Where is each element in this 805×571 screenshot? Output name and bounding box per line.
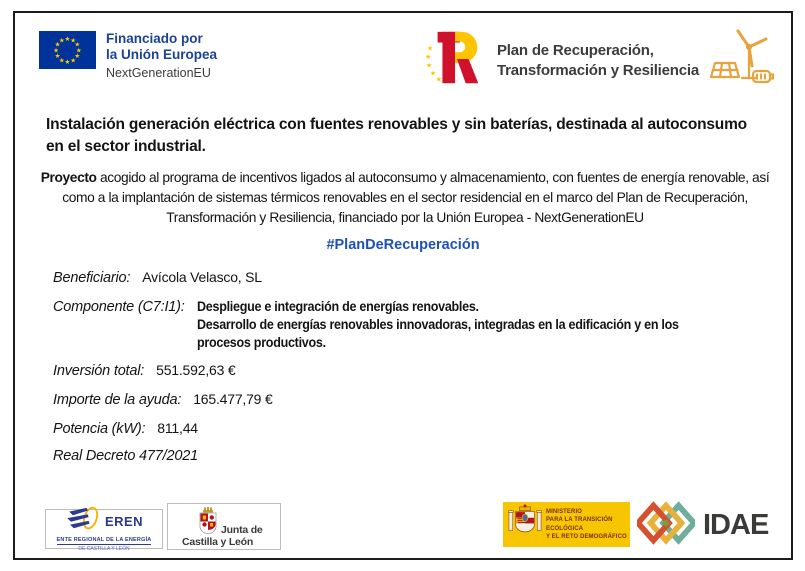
prtr-logo-icon: [425, 27, 487, 94]
svg-text:★: ★: [426, 45, 434, 53]
ministerio-line3: Y EL RETO DEMOGRÁFICO: [546, 533, 627, 540]
svg-text:★: ★: [425, 53, 432, 61]
svg-text:★: ★: [58, 57, 65, 65]
eren-logo-box: [45, 509, 163, 552]
project-lead-word: Proyecto: [40, 170, 97, 185]
beneficiario-value: Avícola Velasco, SL: [142, 269, 262, 285]
componente-value-line1: Despliegue e integración de energías renovables.: [196, 299, 479, 314]
ministerio-coat-of-arms-icon: [508, 504, 542, 545]
project-description: [35, 168, 775, 228]
importe-value: 165.477,79 €: [193, 390, 273, 407]
ministerio-line2: PARA LA TRANSICIÓN ECOLÓGICA: [546, 517, 613, 532]
field-row-decreto: [53, 448, 777, 464]
eu-program-label: NextGenerationEU: [106, 66, 211, 81]
svg-text:★: ★: [74, 53, 81, 61]
svg-text:★: ★: [425, 62, 433, 70]
inversion-value: 551.592,63 €: [156, 361, 236, 378]
idae-logo-box: [637, 499, 797, 551]
idae-logo-icon: [637, 498, 695, 553]
field-row-beneficiario: [53, 269, 777, 286]
potencia-label: Potencia (kW):: [53, 420, 146, 437]
componente-value-line3: procesos productivos.: [196, 334, 326, 350]
eren-logo-top: [65, 506, 143, 537]
project-fields: [53, 269, 777, 464]
junta-line1: Junta de: [221, 524, 263, 536]
beneficiario-label: Beneficiario:: [53, 270, 131, 286]
eren-subtitle1: ENTE REGIONAL DE LA ENERGÍA: [56, 537, 152, 543]
decreto-label: Real Decreto 477/2021: [53, 447, 198, 464]
recovery-plan-text: [497, 41, 699, 80]
field-row-componente: [53, 298, 777, 352]
field-row-importe: [53, 391, 777, 408]
eu-funding-line2: la Unión Europea: [106, 47, 218, 63]
svg-text:★: ★: [64, 35, 71, 43]
eu-funding-line1: Financiado por: [106, 31, 203, 46]
svg-text:★: ★: [435, 76, 442, 84]
svg-text:★: ★: [54, 41, 61, 49]
field-row-inversion: [53, 362, 777, 379]
recovery-plan-block: [425, 27, 699, 94]
importe-label: Importe de la ayuda:: [53, 391, 182, 408]
svg-text:★: ★: [54, 53, 61, 61]
svg-text:★: ★: [74, 41, 81, 49]
svg-text:★: ★: [64, 58, 71, 66]
eu-funding-text: [106, 31, 217, 80]
junta-line2: Castilla y León: [182, 536, 254, 548]
eren-name: EREN: [104, 514, 144, 529]
ministerio-logo-box: [503, 502, 630, 547]
componente-label: Componente (C7:I1):: [53, 299, 185, 315]
svg-text:★: ★: [53, 47, 60, 55]
hashtag: #PlanDeRecuperación: [326, 237, 480, 253]
svg-text:★: ★: [75, 47, 82, 55]
recovery-plan-line1: Plan de Recuperación,: [497, 42, 654, 59]
componente-value: [197, 298, 715, 352]
svg-text:★: ★: [429, 70, 436, 78]
poster-title: Instalación generación eléctrica con fuentes renovables y sin baterías, destinada al autoconsumo en el sector industrial.: [46, 116, 747, 156]
svg-text:★: ★: [70, 57, 77, 65]
ministerio-text: [546, 508, 627, 540]
ministerio-line1: MINISTERIO: [546, 509, 583, 516]
eu-funding-block: [39, 31, 217, 80]
project-description-text: acogido al programa de incentivos ligados al autoconsumo y almacenamiento, con fuentes de energía renovable, así como a la implantación de sistemas térmicos renovables en el sector residencial en el marco del Plan de Recuperación, Transformación y Resiliencia, financiado por la Unión Europea - NextGenerationEU: [62, 170, 770, 226]
svg-text:★: ★: [58, 37, 65, 45]
eren-logo-icon: [65, 506, 103, 537]
componente-value-line2: Desarrollo de energías renovables innovadoras, integradas en la edificación y en los: [196, 316, 679, 332]
eren-subtitle2: DE CASTILLA Y LEÓN: [78, 546, 130, 552]
junta-logo-box: [167, 503, 281, 550]
svg-text:★: ★: [70, 37, 77, 45]
recovery-plan-line2: Transformación y Resiliencia: [497, 61, 699, 79]
poster-frame: [13, 11, 793, 560]
renewables-icon: [705, 25, 777, 102]
inversion-label: Inversión total:: [53, 362, 145, 379]
potencia-value: 811,44: [157, 419, 198, 436]
eu-flag-icon: [39, 31, 96, 74]
field-row-potencia: [53, 420, 777, 437]
idae-name: IDAE: [703, 508, 769, 541]
